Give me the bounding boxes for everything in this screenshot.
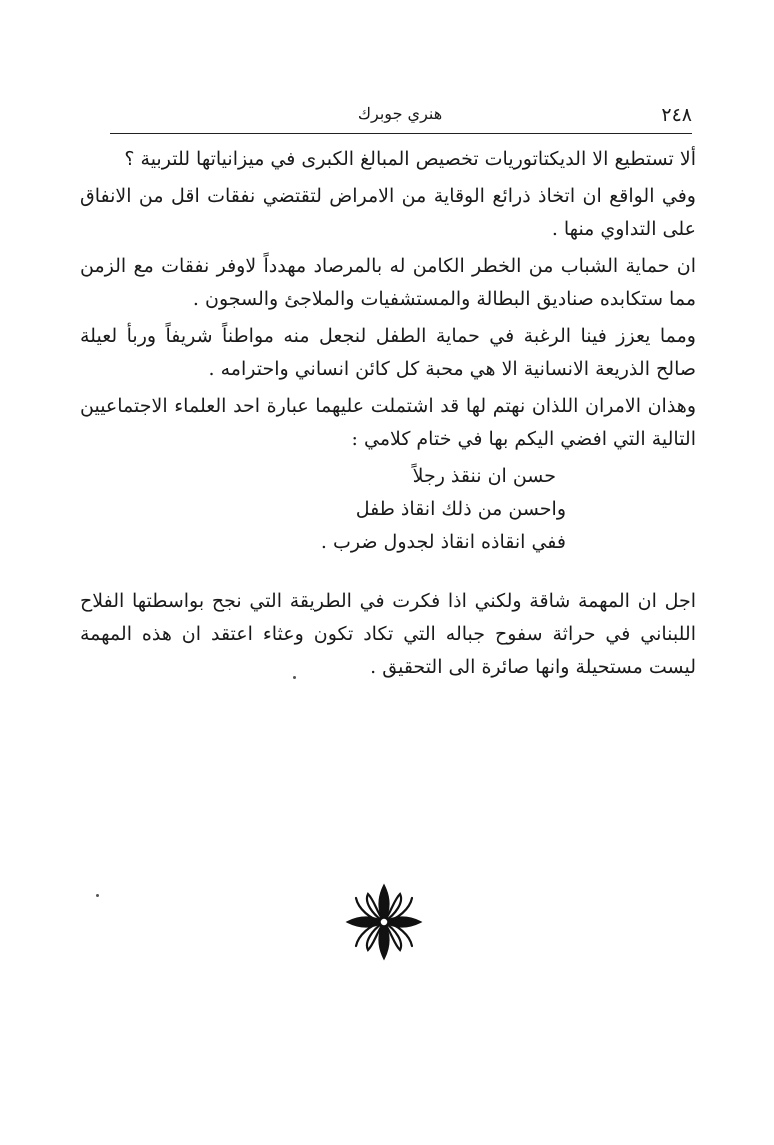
body-text bbox=[80, 143, 696, 688]
section-gap bbox=[80, 559, 696, 585]
closing-paragraph: اجل ان المهمة شاقة ولكني اذا فكرت في الطريقة التي نجح بواسطتها الفلاح اللبناني في حراثة سفوح جباله التي تكاد تكون وعثاء اعتقد ان هذه المهمة ليست مستحيلة وانها صائرة الى التحقيق . bbox=[80, 590, 696, 678]
running-head: هنري جوبرك bbox=[357, 104, 443, 123]
paragraph: ألا تستطيع الا الديكتاتوريات تخصيص المبالغ الكبرى في ميزانياتها للتربية ؟ bbox=[124, 148, 696, 170]
paragraph: ومما يعزز فينا الرغبة في حماية الطفل لنجعل منه مواطناً شريفاً وربأ لعيلة صالح الذريعة الانسانية الا هي محبة كل كائن انساني واحترامه . bbox=[80, 325, 696, 380]
verse-block bbox=[80, 460, 696, 559]
speck bbox=[293, 676, 296, 679]
header-rule bbox=[110, 133, 692, 134]
verse-line: حسن ان ننقذ رجلاً bbox=[412, 465, 556, 487]
verse-line: واحسن من ذلك انقاذ طفل bbox=[355, 498, 566, 520]
paragraph: ان حماية الشباب من الخطر الكامن له بالمرصاد مهدداً لاوفر نفقات مع الزمن مما ستكابده صناديق البطالة والمستشفيات والملاجئ والسجون . bbox=[80, 255, 696, 310]
paragraph: وهذان الامران اللذان نهتم لها قد اشتملت عليهما عبارة احد العلماء الاجتماعيين التالية التي افضي اليكم بها في ختام كلامي : bbox=[80, 395, 696, 450]
floral-ornament-icon bbox=[342, 880, 426, 964]
verse-line: ففي انقاذه انقاذ لجدول ضرب . bbox=[320, 531, 566, 553]
paragraph: وفي الواقع ان اتخاذ ذرائع الوقاية من الامراض لتقتضي نفقات اقل من الانفاق على التداوي منها . bbox=[80, 185, 696, 240]
page-number: ٢٤٨ bbox=[661, 104, 692, 126]
page-header bbox=[108, 100, 692, 130]
speck bbox=[96, 894, 99, 897]
